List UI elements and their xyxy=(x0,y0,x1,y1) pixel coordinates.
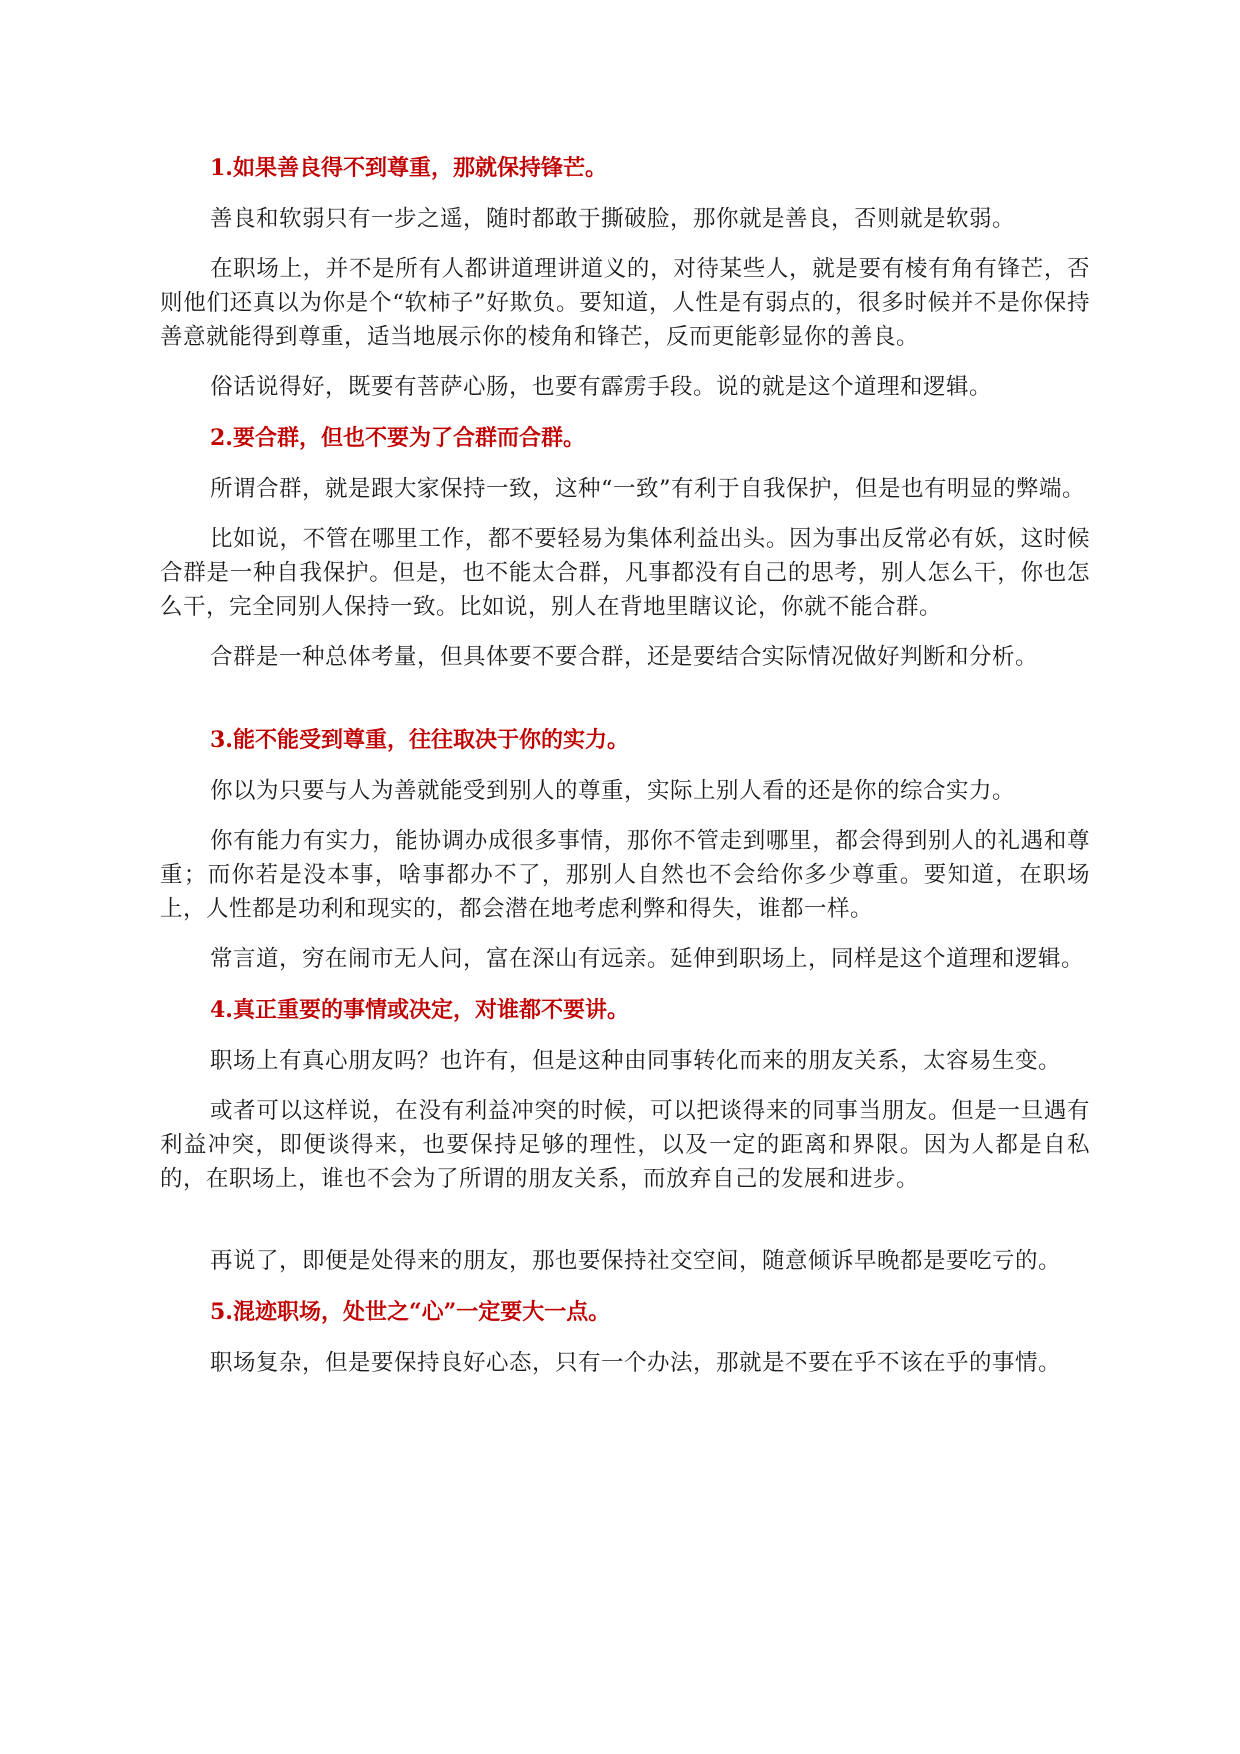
section-1-paragraph-2: 在职场上，并不是所有人都讲道理讲道义的，对待某些人，就是要有棱有角有锋芒，否则他们还真以为你是个“软柿子”好欺负。要知道，人性是有弱点的，很多时候并不是你保持善意就能得到尊重，适当地展示你的棱角和锋芒，反而更能彰显你的善良。 xyxy=(160,256,1090,350)
section-2-heading: 2.要合群，但也不要为了合群而合群。 xyxy=(210,425,585,451)
section-4-paragraph-3: 再说了，即便是处得来的朋友，那也要保持社交空间，随意倾诉早晚都是要吃亏的。 xyxy=(210,1248,1062,1274)
document-page xyxy=(160,150,1090,1396)
section-2-paragraph-1: 所谓合群，就是跟大家保持一致，这种“一致”有利于自我保护，但是也有明显的弊端。 xyxy=(210,476,1086,502)
section-3-heading: 3.能不能受到尊重，往往取决于你的实力。 xyxy=(210,727,629,753)
section-3-paragraph-1: 你以为只要与人为善就能受到别人的尊重，实际上别人看的还是你的综合实力。 xyxy=(210,778,1016,804)
section-5-heading: 5.混迹职场，处世之“心”一定要大一点。 xyxy=(210,1299,611,1325)
section-4-paragraph-1: 职场上有真心朋友吗？也许有，但是这种由同事转化而来的朋友关系，太容易生变。 xyxy=(210,1048,1062,1074)
section-4-heading: 4.真正重要的事情或决定，对谁都不要讲。 xyxy=(210,997,629,1023)
section-3-paragraph-2: 你有能力有实力，能协调办成很多事情，那你不管走到哪里，都会得到别人的礼遇和尊重；而你若是没本事，啥事都办不了，那别人自然也不会给你多少尊重。要知道，在职场上，人性都是功利和现实的，都会潜在地考虑利弊和得失，谁都一样。 xyxy=(160,828,1090,922)
section-4-paragraph-2: 或者可以这样说，在没有利益冲突的时候，可以把谈得来的同事当朋友。但是一旦遇有利益冲突，即便谈得来，也要保持足够的理性，以及一定的距离和界限。因为人都是自私的，在职场上，谁也不会为了所谓的朋友关系，而放弃自己的发展和进步。 xyxy=(160,1098,1090,1192)
section-1-heading: 1.如果善良得不到尊重，那就保持锋芒。 xyxy=(210,155,607,181)
section-5-paragraph-1: 职场复杂，但是要保持良好心态，只有一个办法，那就是不要在乎不该在乎的事情。 xyxy=(210,1350,1062,1376)
section-2-paragraph-2: 比如说，不管在哪里工作，都不要轻易为集体利益出头。因为事出反常必有妖，这时候合群是一种自我保护。但是，也不能太合群，凡事都没有自己的思考，别人怎么干，你也怎么干，完全同别人保持一致。比如说，别人在背地里瞎议论，你就不能合群。 xyxy=(160,526,1090,620)
section-3-paragraph-3: 常言道，穷在闹市无人问，富在深山有远亲。延伸到职场上，同样是这个道理和逻辑。 xyxy=(210,946,1085,972)
section-1-paragraph-1: 善良和软弱只有一步之遥，随时都敢于撕破脸，那你就是善良，否则就是软弱。 xyxy=(210,206,1016,232)
section-2-paragraph-3: 合群是一种总体考量，但具体要不要合群，还是要结合实际情况做好判断和分析。 xyxy=(210,644,1039,670)
section-1-paragraph-3: 俗话说得好，既要有菩萨心肠，也要有霹雳手段。说的就是这个道理和逻辑。 xyxy=(210,374,993,400)
